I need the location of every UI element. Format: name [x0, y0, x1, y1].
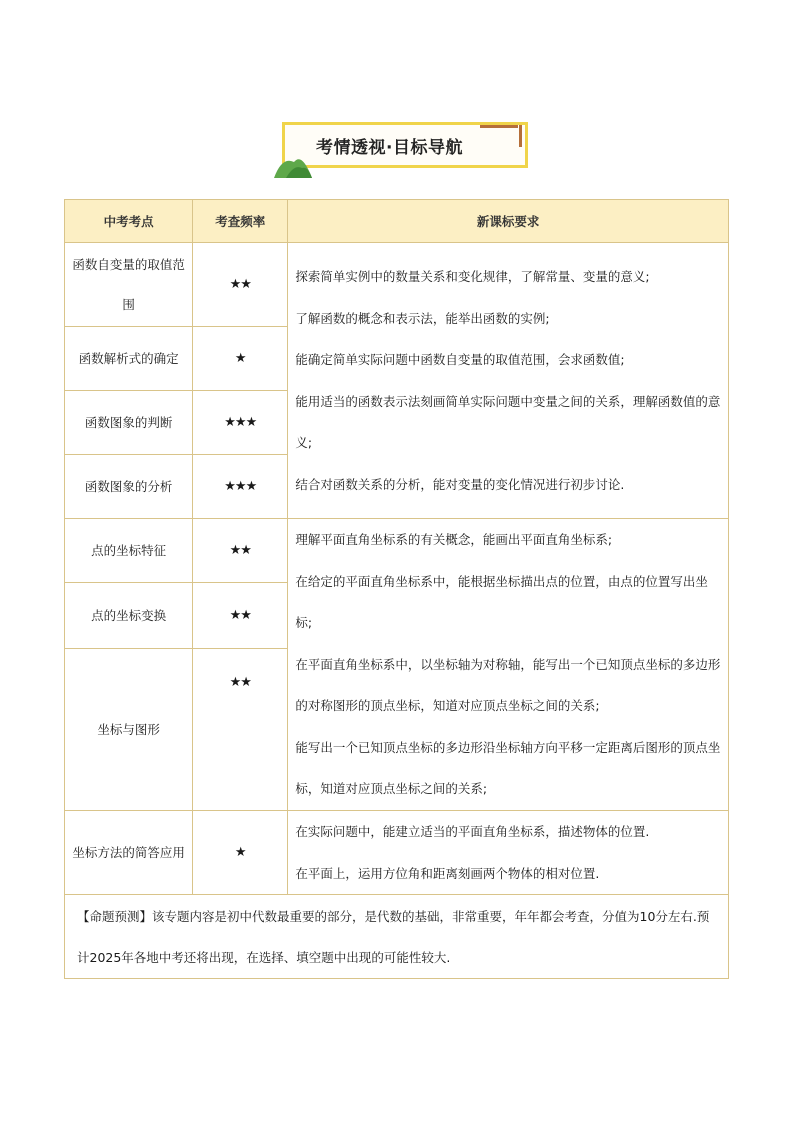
topic-cell: 点的坐标特征	[65, 519, 193, 583]
frequency-stars: ★	[193, 327, 288, 391]
frequency-stars: ★★★	[193, 455, 288, 519]
requirement-line: 能写出一个已知顶点坐标的多边形沿坐标轴方向平移一定距离后图形的顶点坐标，知道对应顶点坐标之间的关系;	[295, 739, 721, 797]
requirement-line: 能确定简单实际问题中函数自变量的取值范围，会求函数值;	[295, 352, 625, 367]
frequency-stars: ★★	[193, 583, 288, 649]
topic-cell: 坐标与图形	[65, 649, 193, 811]
topic-cell: 点的坐标变换	[65, 583, 193, 649]
frequency-stars: ★★	[193, 243, 288, 327]
mountain-icon	[272, 150, 316, 178]
banner-title: 考情透视·目标导航	[316, 138, 463, 158]
header-requirements: 新课标要求	[288, 200, 729, 243]
requirements-cell	[288, 811, 729, 895]
topic-cell: 函数自变量的取值范围	[65, 243, 193, 327]
frequency-stars: ★★★	[193, 391, 288, 455]
prediction-note: 【命题预测】该专题内容是初中代数最重要的部分，是代数的基础，非常重要，年年都会考查，分值为10分左右.预计2025年各地中考还将出现，在选择、填空题中出现的可能性较大.	[65, 895, 729, 979]
requirement-line: 在给定的平面直角坐标系中，能根据坐标描出点的位置，由点的位置写出坐标;	[295, 573, 708, 631]
banner-decoration	[480, 125, 518, 128]
prediction-note-row	[65, 895, 729, 979]
requirement-line: 在平面上，运用方位角和距离刻画两个物体的相对位置.	[295, 865, 600, 881]
requirement-line: 理解平面直角坐标系的有关概念，能画出平面直角坐标系;	[295, 532, 613, 548]
requirements-cell	[288, 243, 729, 519]
requirement-line: 在实际问题中，能建立适当的平面直角坐标系，描述物体的位置.	[295, 824, 650, 839]
section-banner	[272, 120, 534, 178]
requirement-line: 能用适当的函数表示法刻画简单实际问题中变量之间的关系，理解函数值的意义;	[295, 393, 721, 450]
requirement-line: 了解函数的概念和表示法，能举出函数的实例;	[295, 310, 550, 326]
header-topic: 中考考点	[65, 200, 193, 243]
table-row	[65, 811, 729, 895]
requirement-line: 结合对函数关系的分析，能对变量的变化情况进行初步讨论.	[295, 476, 625, 492]
requirement-line: 在平面直角坐标系中，以坐标轴为对称轴，能写出一个已知顶点坐标的多边形的对称图形的顶点坐标，知道对应顶点坐标之间的关系;	[295, 656, 721, 714]
table-row	[65, 519, 729, 583]
table-header-row	[65, 200, 729, 243]
frequency-stars: ★★	[193, 649, 288, 811]
topic-cell: 函数解析式的确定	[65, 327, 193, 391]
topic-cell: 坐标方法的简答应用	[65, 811, 193, 895]
exam-points-table	[64, 199, 729, 979]
banner-decoration-vertical	[519, 125, 522, 147]
topic-cell: 函数图象的分析	[65, 455, 193, 519]
header-frequency: 考查频率	[193, 200, 288, 243]
topic-cell: 函数图象的判断	[65, 391, 193, 455]
table-row	[65, 243, 729, 327]
frequency-stars: ★	[193, 811, 288, 895]
requirements-cell	[288, 519, 729, 811]
frequency-stars: ★★	[193, 519, 288, 583]
requirement-line: 探索简单实例中的数量关系和变化规律，了解常量、变量的意义;	[295, 269, 650, 284]
